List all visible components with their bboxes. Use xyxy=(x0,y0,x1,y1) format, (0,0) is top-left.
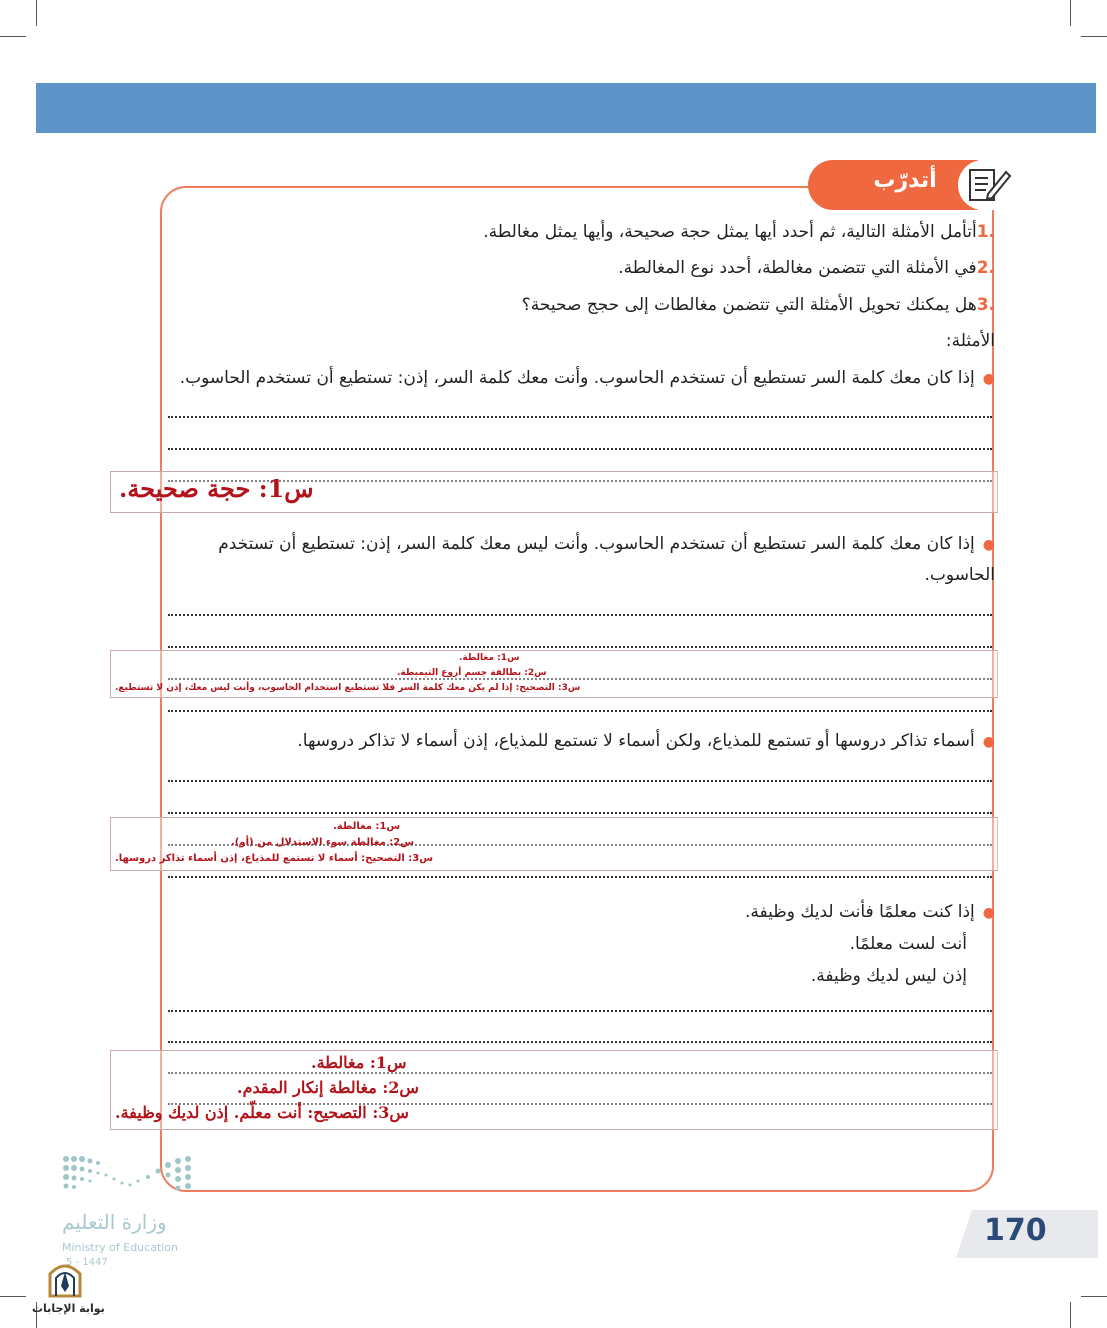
question-number: .1 xyxy=(976,222,995,242)
example-2-line-2: الحاسوب. xyxy=(924,565,995,585)
crop-mark xyxy=(1081,1296,1107,1297)
edition-year: 5 - 1447 xyxy=(66,1257,108,1268)
answer-line xyxy=(168,812,992,814)
example-text: إذا كنت معلمًا فأنت لديك وظيفة. xyxy=(745,902,975,922)
crop-mark xyxy=(36,0,37,26)
answer-text: س2: مغالطة إنكار المقدم. xyxy=(237,1078,419,1097)
crop-mark xyxy=(0,1296,26,1297)
question-text: أتأمل الأمثلة التالية، ثم أحدد أيها يمثل حجة صحيحة، وأيها يمثل مغالطة. xyxy=(483,222,977,242)
answer-text: س1: مغالطة. xyxy=(459,653,520,663)
pen-note-icon xyxy=(958,160,1018,210)
answer-line xyxy=(168,416,992,418)
question-number: .2 xyxy=(976,258,995,278)
answer-line xyxy=(168,1010,992,1012)
answer-text: س1: حجة صحيحة. xyxy=(119,474,314,503)
answer-text: س3: التصحيح: إذا لم يكن معك كلمة السر فلا تستطيع استخدام الحاسوب، وأنت ليس معك، إذن لا تستطيع. xyxy=(115,683,581,693)
portal-name: بوابة الإجابات xyxy=(32,1302,105,1315)
answer-box-1 xyxy=(110,471,998,513)
answer-line xyxy=(168,876,992,878)
example-text: أسماء تذاكر دروسها أو تستمع للمذياع، ولكن أسماء لا تستمع للمذياع، إذن أسماء لا تذاكر دروسها. xyxy=(297,731,975,751)
answer-text: س3: التصحيح: أسماء لا تستمع للمذياع، إذن أسماء تذاكر دروسها. xyxy=(115,853,434,864)
page-number: 170 xyxy=(984,1213,1047,1248)
header-bar xyxy=(36,83,1096,133)
example-text: إذا كان معك كلمة السر تستطيع أن تستخدم الحاسوب. وأنت ليس معك كلمة السر، إذن: تستطيع أن تستخدم xyxy=(218,534,975,554)
question-number: .3 xyxy=(976,295,995,315)
answer-box-2 xyxy=(110,650,998,698)
question-text: هل يمكنك تحويل الأمثلة التي تتضمن مغالطات إلى حجج صحيحة؟ xyxy=(521,295,977,315)
question-3 xyxy=(522,295,995,315)
question-text: في الأمثلة التي تتضمن مغالطة، أحدد نوع المغالطة. xyxy=(618,258,977,278)
answer-line xyxy=(168,448,992,450)
answer-line xyxy=(168,780,992,782)
example-1 xyxy=(180,368,995,388)
question-2 xyxy=(618,258,995,278)
crop-mark xyxy=(1070,1302,1071,1328)
question-1 xyxy=(483,222,995,242)
answer-line xyxy=(168,710,992,712)
example-4-line-3: إذن ليس لديك وظيفة. xyxy=(810,966,967,986)
crop-mark xyxy=(0,36,26,37)
answer-box-4 xyxy=(110,1050,998,1130)
answer-line xyxy=(168,1041,992,1043)
answer-box-3 xyxy=(110,817,998,871)
example-3 xyxy=(297,731,995,751)
exercise-tab-title: أتدرّب xyxy=(873,168,937,193)
ministry-name-english: Ministry of Education xyxy=(62,1241,179,1254)
example-2 xyxy=(218,534,995,554)
ministry-name-arabic: وزارة التعليم xyxy=(62,1210,167,1234)
bullet-icon: ● xyxy=(982,905,995,921)
answer-text: س3: التصحيح: أنت معلّم. إذن لديك وظيفة. xyxy=(115,1103,409,1122)
examples-label: الأمثلة: xyxy=(945,331,995,351)
ministry-logo-icon xyxy=(62,1155,196,1195)
bullet-icon: ● xyxy=(982,371,995,387)
crop-mark xyxy=(1070,0,1071,26)
bullet-icon: ● xyxy=(982,734,995,750)
crop-mark xyxy=(1081,36,1107,37)
example-4-line-2: أنت لست معلمًا. xyxy=(849,934,967,954)
answer-line xyxy=(168,614,992,616)
example-text: إذا كان معك كلمة السر تستطيع أن تستخدم الحاسوب. وأنت معك كلمة السر، إذن: تستطيع أن تستخدم الحاسوب. xyxy=(179,368,975,388)
answer-text: س1: مغالطة. xyxy=(333,821,401,832)
example-4 xyxy=(745,902,995,922)
bullet-icon: ● xyxy=(982,537,995,553)
answer-text: س2: بطالفة جسم أروع التيمبطة. xyxy=(397,668,547,678)
answer-text: س2: مغالطة سوء الاستدلال من (أو). xyxy=(231,837,415,848)
answer-line xyxy=(168,646,992,648)
answer-text: س1: مغالطة. xyxy=(311,1053,407,1072)
portal-logo-icon xyxy=(44,1256,86,1300)
